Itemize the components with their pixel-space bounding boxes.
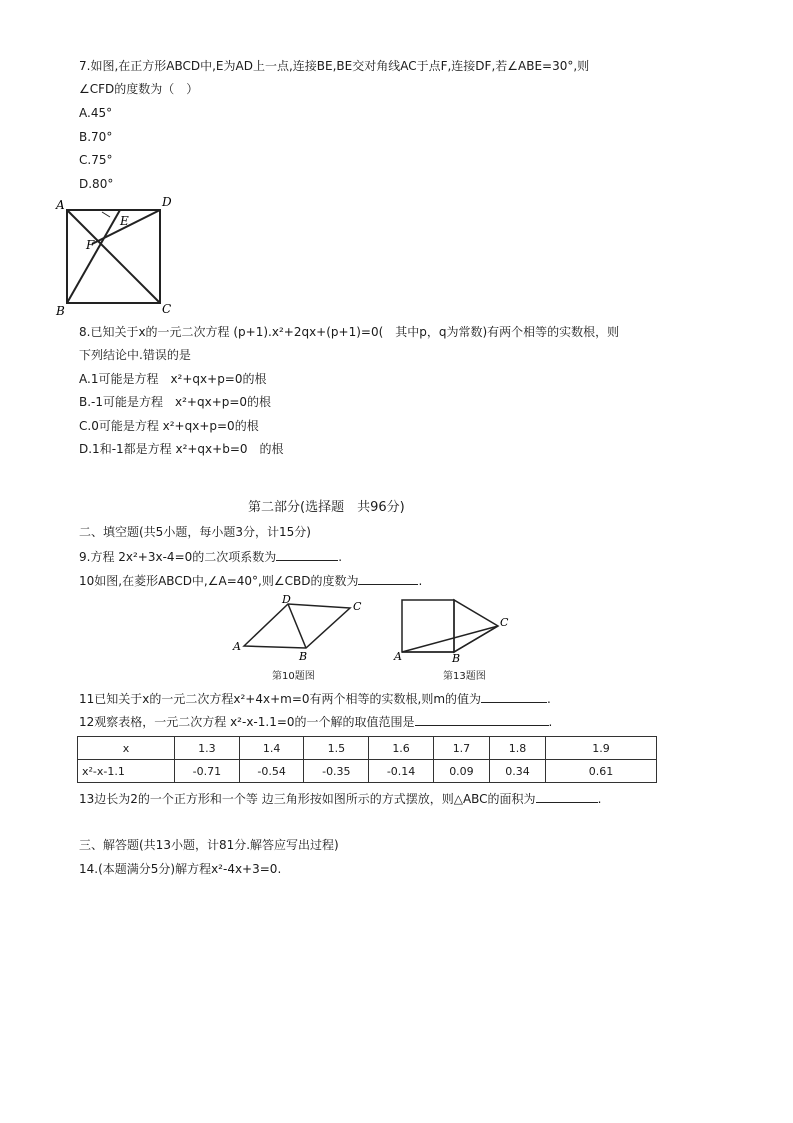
q13-label-b: B [452,652,461,664]
fill-blank-section-title: 二、填空题(共5小题，每小题3分，计15分) [79,525,311,539]
q13-square-triangle-figure [390,594,520,664]
q13-segment-ac [402,626,498,652]
q13-label-a: A [394,650,402,663]
q11-stem: 11已知关于x的一元二次方程x²+4x+m=0有两个相等的实数根,则m的值为 [79,692,482,706]
q7-option-c: C.75° [79,153,113,167]
q7-label-d: D [162,195,172,209]
table-cell: 1.3 [175,737,240,760]
part2-heading: 第二部分(选择题 共96分) [248,500,405,515]
q13-figure-caption: 第13题图 [443,671,486,682]
q8-option-d: D.1和-1都是方程 x²+qx+b=0 的根 [79,442,284,456]
q7-segment-be [67,210,120,303]
table-cell: 0.61 [546,760,657,783]
q10-rhombus-figure [228,592,368,664]
q12-value-table [77,736,657,783]
q10-text: 10如图,在菱形ABCD中,∠A=40°,则∠CBD的度数为 . [79,574,423,588]
table-cell: 1.4 [239,737,304,760]
q7-diagonal-ac [67,210,160,303]
table-cell: 1.8 [489,737,545,760]
q8-option-c: C.0可能是方程 x²+qx+p=0的根 [79,419,259,433]
table-header-expression: x²-x-1.1 [78,760,175,783]
table-cell: -0.71 [175,760,240,783]
q13-equilateral-triangle [454,600,498,652]
q8-option-a: A.1可能是方程 x²+qx+p=0的根 [79,372,267,386]
q14-text: 14.(本题满分5分)解方程x²-4x+3=0. [79,862,282,876]
table-row [78,737,657,760]
q7-stem-line2: ∠CFD的度数为（ ） [79,82,199,96]
q7-label-a: A [56,198,65,212]
q7-option-a: A.45° [79,106,113,120]
q10-figure-caption: 第10题图 [272,671,315,682]
q12-text: 12观察表格，一元二次方程 x²-x-1.1=0的一个解的取值范围是 . [79,715,553,729]
q9-text: 9.方程 2x²+3x-4=0的二次项系数为 . [79,550,343,564]
q13-label-c: C [500,616,509,629]
q11-text: 11已知关于x的一元二次方程x²+4x+m=0有两个相等的实数根,则m的值为 . [79,692,551,706]
table-cell: 0.09 [433,760,489,783]
table-cell: 1.9 [546,737,657,760]
q13-stem: 13边长为2的一个正方形和一个等 边三角形按如图所示的方式摆放，则△ABC的面积为 [79,792,536,806]
table-cell: 1.5 [304,737,369,760]
table-header-x: x [78,737,175,760]
q7-label-f: F [86,238,95,252]
table-cell: -0.54 [239,760,304,783]
table-cell: 1.6 [369,737,434,760]
q10-label-a: A [233,640,241,653]
table-row [78,760,657,783]
table-cell: -0.14 [369,760,434,783]
q10-label-b: B [299,650,308,663]
q7-label-e: E [120,214,129,228]
q7-angle-mark [102,212,110,217]
q7-option-b: B.70° [79,130,113,144]
q11-answer-blank[interactable] [481,690,547,703]
q10-label-c: C [353,600,362,613]
q10-stem: 10如图,在菱形ABCD中,∠A=40°,则∠CBD的度数为 [79,574,359,588]
q13-segment-bc [454,626,498,652]
answer-section-title: 三、解答题(共13小题，计81分.解答应写出过程) [79,838,339,852]
q13-text: 13边长为2的一个正方形和一个等 边三角形按如图所示的方式摆放，则△ABC的面积为 . [79,792,602,806]
table-cell: 0.34 [489,760,545,783]
q7-stem-line1: 7.如图,在正方形ABCD中,E为AD上一点,连接BE,BE交对角线AC于点F,连接DF,若∠ABE=30°,则 [79,59,590,73]
q9-stem: 9.方程 2x²+3x-4=0的二次项系数为 [79,550,277,564]
q7-label-b: B [56,304,65,318]
q9-answer-blank[interactable] [276,548,338,561]
q10-label-d: D [282,593,291,606]
q7-label-c: C [162,302,172,316]
q10-diagonal-bd [288,604,306,648]
q8-stem-line2: 下列结论中.错误的是 [79,348,191,362]
q8-stem-line1: 8.已知关于x的一元二次方程 (p+1).x²+2qx+(p+1)=0( 其中p，q为常数)有两个相等的实数根，则 [79,325,620,339]
table-cell: 1.7 [433,737,489,760]
q12-answer-blank[interactable] [415,713,549,726]
q12-stem: 12观察表格，一元二次方程 x²-x-1.1=0的一个解的取值范围是 [79,715,415,729]
q7-option-d: D.80° [79,177,114,191]
q7-square-figure [50,195,185,320]
q8-option-b: B.-1可能是方程 x²+qx+p=0的根 [79,395,272,409]
q13-answer-blank[interactable] [536,790,598,803]
q10-answer-blank[interactable] [358,572,418,585]
table-cell: -0.35 [304,760,369,783]
